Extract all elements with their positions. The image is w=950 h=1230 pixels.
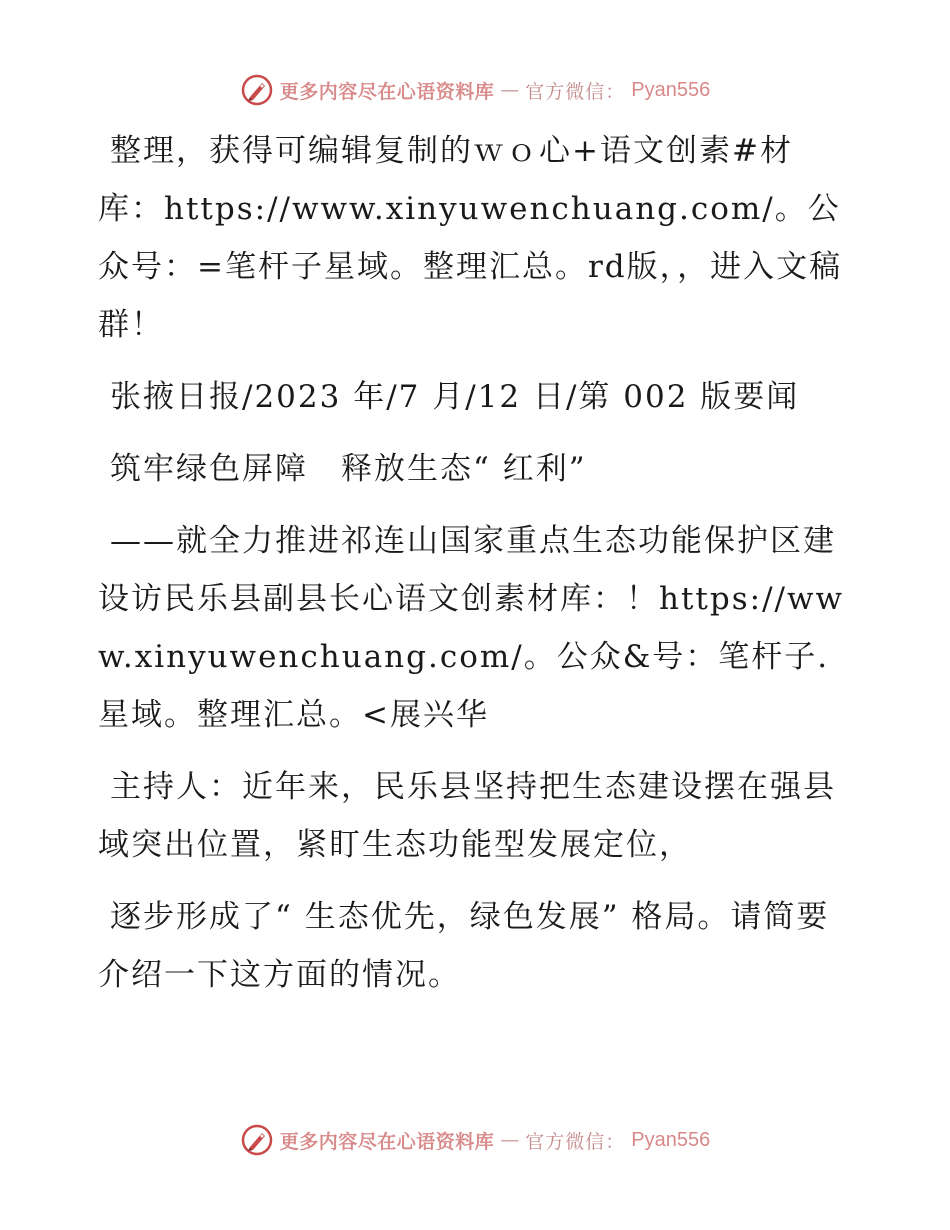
- watermark-wechat-label: 官方微信：: [525, 80, 626, 103]
- paragraph-question-continued: 逐步形成了“ 生态优先，绿色发展” 格局。请简要介绍一下这方面的情况。: [98, 899, 830, 993]
- watermark-text: 更多内容尽在心语资料库: [279, 1130, 495, 1153]
- watermark-wechat-label: 官方微信：: [525, 1130, 626, 1153]
- watermark-dash: —: [500, 79, 520, 101]
- article-subtitle: ——就全力推进祁连山国家重点生态功能保护区建设访民乐县副县长心语文创素材库：！https://www.xinyuwenchuang.com/。公众&号：笔杆子.星域。整理汇总。<展兴华: [98, 523, 845, 733]
- watermark-text: 更多内容尽在心语资料库: [279, 80, 495, 103]
- watermark-wechat-id: Pyan556: [631, 1128, 711, 1151]
- pen-nib-logo-icon: [240, 73, 274, 107]
- document-body: [98, 122, 858, 1018]
- watermark-dash: —: [500, 1129, 520, 1151]
- footer-watermark: [0, 1120, 950, 1160]
- pen-nib-logo-icon: [240, 1123, 274, 1157]
- watermark-wechat-id: Pyan556: [631, 78, 711, 101]
- paragraph-intro: 整理，获得可编辑复制的ｗｏ心+语文创素#材库：https://www.xinyuwenchuang.com/。公众号：=笔杆子星域。整理汇总。rd版，，进入文稿群！: [98, 133, 843, 343]
- header-watermark: [0, 70, 950, 110]
- article-title: 筑牢绿色屏障 释放生态“ 红利”: [110, 451, 587, 487]
- paragraph-source-line: 张掖日报/2023 年/7 月/12 日/第 002 版要闻: [110, 379, 800, 415]
- paragraph-host-question: 主持人：近年来，民乐县坚持把生态建设摆在强县域突出位置，紧盯生态功能型发展定位，: [98, 769, 836, 863]
